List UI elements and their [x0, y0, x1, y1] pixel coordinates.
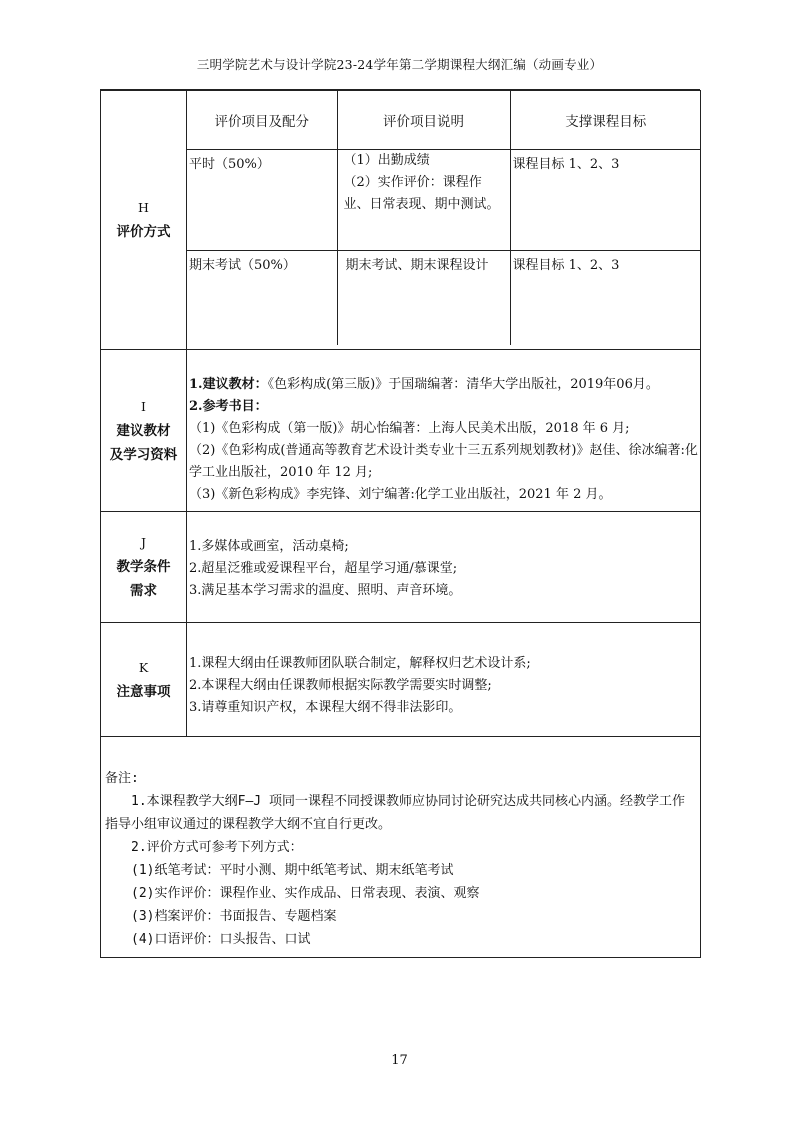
- notices-cell: [187, 623, 701, 737]
- notes-method: (2)实作评价：课程作业、实作成品、日常表现、表演、观察: [131, 886, 480, 901]
- evaluation-item: 期末考试（50%）: [189, 258, 296, 273]
- section-h-title: 评价方式: [116, 224, 171, 240]
- section-j-letter: J: [140, 535, 146, 550]
- description-line: （2）实作评价：课程作业、日常表现、期中测试。: [343, 175, 500, 212]
- section-j-title-line2: 需求: [130, 583, 157, 599]
- notices-line: 1.课程大纲由任课教师团队联合制定，解释权归艺术设计系;: [189, 656, 531, 671]
- section-k-title: 注意事项: [116, 683, 171, 700]
- notes-method: (3)档案评价：书面报告、专题档案: [131, 909, 337, 924]
- materials-line: （2)《色彩构成(普通高等教育艺术设计类专业十三五系列规划教材)》赵佳、徐冰编著:化学工业出版社，2010 年 12 月;: [189, 443, 698, 480]
- conditions-content: [187, 512, 700, 602]
- evaluation-cell: [187, 91, 701, 350]
- section-h-row: [101, 91, 701, 350]
- section-j-label: [101, 512, 187, 623]
- notes-row: [101, 737, 701, 958]
- notes-method: (4)口语评价：口头报告、口试: [131, 932, 311, 947]
- materials-cell: [187, 350, 701, 512]
- notices-line: 2.本课程大纲由任课教师根据实际教学需要实时调整;: [189, 678, 492, 693]
- evaluation-table: [187, 91, 701, 345]
- evaluation-description: [338, 150, 510, 216]
- evaluation-row-regular: [187, 150, 701, 251]
- notices-line: 3.请尊重知识产权，本课程大纲不得非法影印。: [189, 700, 462, 715]
- notes-cell: [101, 737, 701, 958]
- notes-item-1: 1.本课程教学大纲F—J 项同一课程不同授课教师应协同讨论研究达成共同核心内涵。经教学工作指导小组审议通过的课程教学大纲不宜自行更改。: [105, 794, 685, 832]
- section-i-title-line1: 建议教材: [116, 422, 171, 439]
- notices-content: [187, 623, 700, 719]
- notes-title: 备注:: [105, 771, 139, 786]
- evaluation-item: 平时（50%）: [189, 157, 270, 172]
- materials-line: 1.建议教材：《色彩构成(第三版)》于国瑞编著：清华大学出版社，2019年06月。: [189, 377, 659, 392]
- notes-item-2: 2.评价方式可参考下列方式：: [131, 840, 303, 855]
- evaluation-goal: 课程目标 1、2、3: [512, 157, 620, 172]
- evaluation-description: 期末考试、期末课程设计: [345, 258, 489, 273]
- section-i-label: [101, 350, 187, 512]
- syllabus-table: [100, 90, 701, 958]
- evaluation-row-final: [187, 251, 701, 346]
- conditions-line: 2.超星泛雅或爱课程平台，超星学习通/慕课堂;: [189, 561, 458, 576]
- materials-content: [187, 350, 700, 506]
- page-header: 三明学院艺术与设计学院23-24学年第二学期课程大纲汇编（动画专业）: [196, 57, 603, 72]
- section-j-title-line1: 教学条件: [116, 559, 171, 575]
- materials-line: （1)《色彩构成（第一版)》胡心怡编著：上海人民美术出版，2018 年 6 月;: [189, 421, 630, 436]
- conditions-line: 3.满足基本学习需求的温度、照明、声音环境。: [189, 583, 462, 598]
- section-h-letter: H: [138, 200, 149, 215]
- section-i-letter: I: [141, 398, 146, 414]
- column-header-goal: 支撑课程目标: [510, 91, 701, 150]
- materials-line: （3)《新色彩构成》李宪锋、刘宁编著:化学工业出版社，2021 年 2 月。: [189, 487, 612, 502]
- section-k-letter: K: [138, 659, 149, 675]
- column-header-description: 评价项目说明: [337, 91, 510, 150]
- evaluation-header-row: [187, 91, 701, 150]
- notes-content: [101, 737, 700, 951]
- conditions-line: 1.多媒体或画室，活动桌椅;: [189, 539, 349, 554]
- section-i-row: [101, 350, 701, 512]
- page-number: 17: [391, 1053, 408, 1068]
- column-header-item: 评价项目及配分: [187, 91, 337, 150]
- conditions-cell: [187, 512, 701, 623]
- section-k-label: [101, 623, 187, 737]
- notes-method: (1)纸笔考试：平时小测、期中纸笔考试、期末纸笔考试: [131, 863, 454, 878]
- evaluation-goal: 课程目标 1、2、3: [512, 258, 620, 273]
- materials-line: 2.参考书目：: [189, 399, 268, 414]
- section-i-title-line2: 及学习资料: [109, 446, 178, 463]
- section-k-row: [101, 623, 701, 737]
- description-line: （1）出勤成绩: [343, 153, 430, 168]
- section-h-label: [101, 91, 187, 350]
- section-j-row: [101, 512, 701, 623]
